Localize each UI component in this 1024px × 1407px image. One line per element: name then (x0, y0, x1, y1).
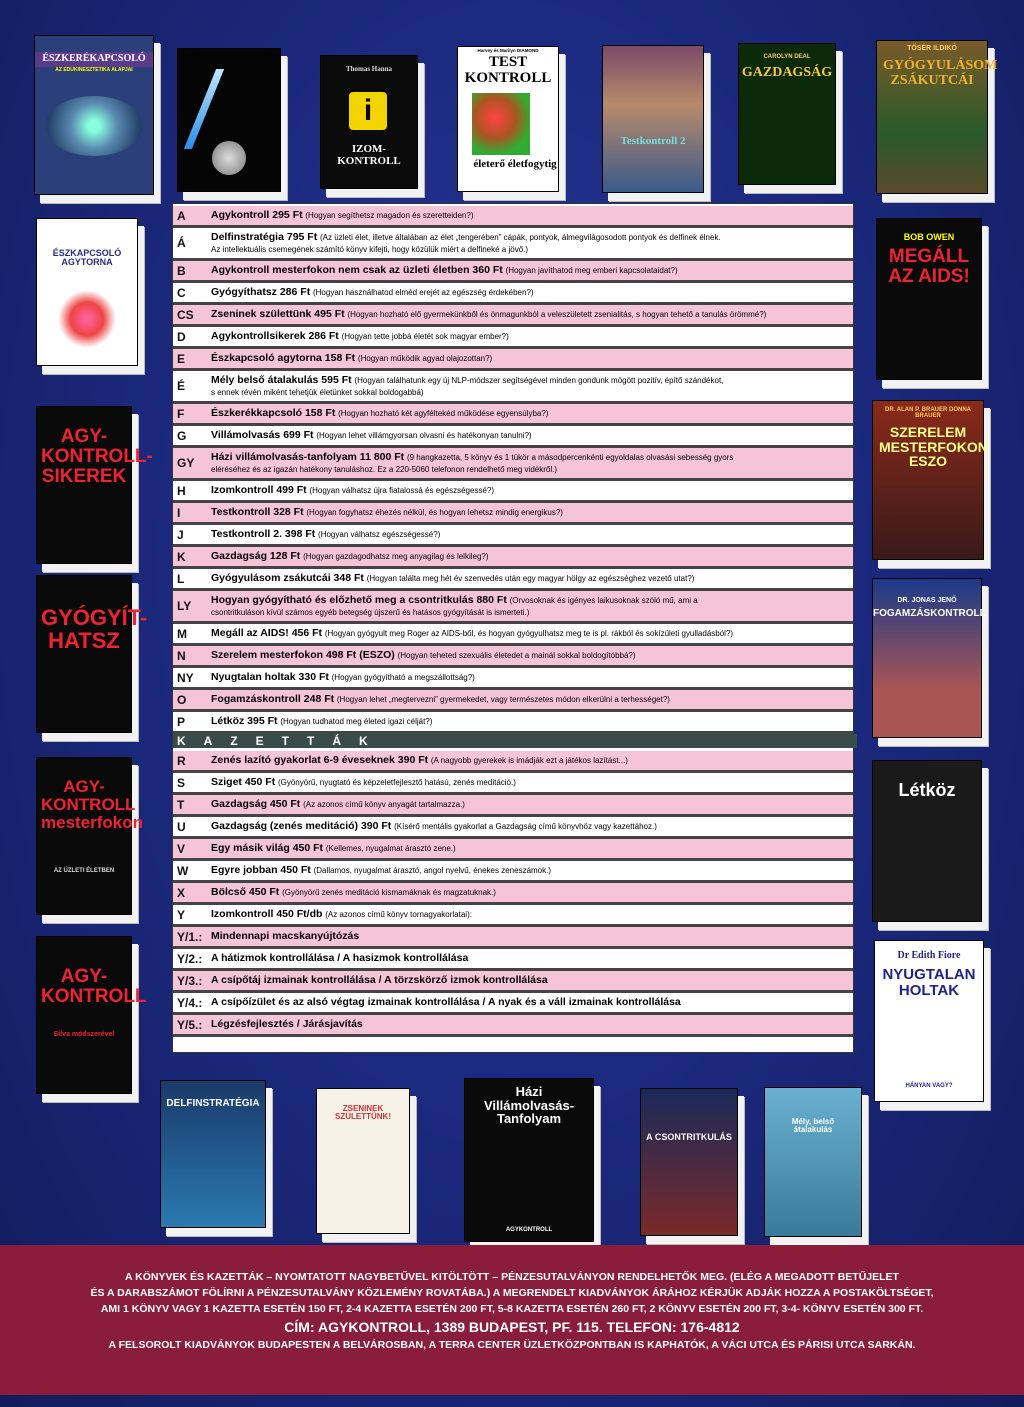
book-title: Házi Villámolvasás-Tanfolyam (483, 1084, 575, 1127)
book-subtitle: HÁNYAN VAGY? (905, 1083, 953, 1089)
item-title: Gyógyíthatsz 286 Ft (211, 286, 311, 298)
book-title: DELFINSTRATÉGIA (166, 1098, 260, 1109)
item-letter: LY (177, 599, 192, 613)
item-title: Észkerékkapcsoló 158 Ft (211, 407, 336, 419)
item-title: Zenés lazító gyakorlat 6-9 éveseknek 390 Ft (211, 754, 429, 766)
i-logo-icon: i (349, 92, 387, 130)
item-description (211, 209, 474, 222)
book-row (173, 525, 853, 544)
item-letter: M (177, 626, 187, 641)
item-title: Egyre jobban 450 Ft (211, 864, 311, 876)
book-row (173, 712, 853, 731)
book-title: ZSENINEK SZÜLETTÜNK! (335, 1104, 391, 1122)
item-description (211, 715, 432, 728)
item-title: Agykontroll mesterfokon nem csak az üzleti életben 360 Ft (211, 264, 503, 276)
item-title: Nyugtalan holtak 330 Ft (211, 671, 329, 683)
item-description (211, 594, 698, 619)
item-description (211, 308, 766, 321)
item-note: (Hogyan hozható elő gyermekünkből és önmagunkból a veleszületett zsenialitás, s hogyan tehető a tanulás örömmé?) (347, 310, 767, 319)
item-description (211, 572, 694, 585)
book-row (173, 349, 853, 368)
book-row (173, 283, 853, 302)
item-note: (Hogyan lehet „megtervezni” gyermekedet, vagy természetes módon elkerülni a terhességet?) (336, 695, 670, 704)
item-note: (Az azonos című könyv anyagát tartalmazza.) (303, 800, 465, 809)
item-title: Zseninek születtünk 495 Ft (211, 308, 345, 320)
order-info-line-4: A FELSOROLT KIADVÁNYOK BUDAPESTEN A BELVÁROSBAN, A TERRA CENTER ÜZLETKÖZPONTBAN IS KAPHATÓK, A VÁCI UTCA ÉS PÁRISI UTCA SARKÁN. (108, 1339, 916, 1351)
book-row (173, 624, 853, 643)
cassette-row (173, 839, 853, 858)
book-row (173, 690, 853, 709)
cassette-row (173, 993, 853, 1012)
item-letter: K (177, 549, 186, 564)
item-note: (Hogyan gyógyult meg Roger az AIDS-ből, és hogyan gyógyulhatsz meg te is pl. rákból és sokízületi gyulladásból?) (324, 629, 734, 638)
item-title: Egy másik világ 450 Ft (211, 842, 324, 854)
book-cover-agykontroll-silva (36, 936, 147, 1094)
item-note: (Hogyan válhatsz újra fiatalossá és egészségessé?) (309, 486, 495, 495)
item-description (211, 864, 551, 877)
item-description (211, 484, 494, 497)
item-note: (Hogyan válhatsz egészségessé?) (318, 530, 441, 539)
item-description (211, 974, 548, 987)
book-cover-izomkontroll (320, 55, 418, 189)
item-letter: Y (177, 907, 186, 922)
item-note: (Hogyan tette jobbá életét sok magyar ember?) (341, 332, 509, 341)
item-letter: I (177, 505, 181, 520)
book-title: AGY-KONTROLL (41, 966, 147, 1007)
item-description (211, 820, 657, 833)
item-letter: Y/3.: (177, 973, 203, 988)
item-description (211, 798, 465, 811)
book-cover-agykontroll-mesterfokon (36, 757, 144, 915)
item-description (211, 952, 468, 965)
book-cover-eszkerekapcsolo (34, 35, 154, 195)
book-cover-agykontroll-sikerek (36, 406, 153, 564)
item-letter: G (177, 428, 187, 443)
item-letter: J (177, 527, 184, 542)
book-title: ÉSZKAPCSOLÓ AGYTORNA (52, 248, 122, 268)
item-note-continued: s ennek révén miként tehetjük életünket sokkal boldogabbá) (211, 387, 424, 397)
item-note: (Hogyan használhatod elméd erejét az egészség érdekében?) (312, 288, 534, 297)
item-title: Delfinstratégia 795 Ft (211, 230, 318, 243)
item-description (211, 886, 496, 899)
book-title: Testkontroll 2 (620, 135, 686, 147)
item-title: Gazdagság (zenés meditáció) 390 Ft (211, 820, 392, 832)
book-cover-szerelem-mesterfokon (872, 400, 988, 560)
item-note: (Orvosoknak és igényes laikusoknak szóló mű, ami a (509, 595, 698, 605)
item-letter: CS (177, 307, 194, 322)
book-author: Harvey és Marilyn DIAMOND (477, 48, 539, 53)
book-row (173, 305, 853, 324)
cassette-row (173, 817, 853, 836)
item-description (211, 231, 721, 256)
item-letter: H (177, 483, 186, 498)
book-cover-nyugtalan-holtak (874, 940, 984, 1102)
book-author: DR. JONAS JENŐ (897, 597, 957, 604)
item-title: Hogyan gyógyítható és előzhető meg a csontritkulás 880 Ft (211, 593, 507, 606)
item-letter: X (177, 885, 186, 900)
cassette-row (173, 905, 853, 924)
book-row (173, 668, 853, 687)
item-title: Fogamzáskontroll 248 Ft (211, 693, 335, 705)
book-title: GYÓGYULÁSOM ZSÁKUTCÁI (883, 58, 998, 88)
item-description (211, 776, 516, 789)
item-note: (Hogyan segíthetsz magadon és szeretteiden?) (305, 211, 474, 220)
book-title: IZOM-KONTROLL (337, 143, 401, 167)
book-cover-mely-belso-atalakulas (764, 1087, 862, 1237)
cassette-row (173, 1015, 853, 1034)
item-letter: L (177, 571, 185, 586)
book-title: NYUGTALAN HOLTAK (882, 966, 976, 999)
book-row (173, 404, 853, 423)
item-title: Gazdagság 128 Ft (211, 550, 301, 562)
book-cover-gyogyithatsz (36, 575, 148, 733)
item-description (211, 550, 489, 563)
book-author: DR. ALAN P. BRAUER DONNA BRAUER (884, 407, 971, 420)
book-title: ÉSZKERÉKAPCSOLÓ (35, 52, 153, 67)
item-title: Izomkontroll 450 Ft/db (211, 908, 323, 920)
book-cover-zseninek-szulettunk (316, 1088, 410, 1234)
item-note: (Hogyan találta meg hét év szenvedés után egy magyar hölgy az egészséghez vezető utat?) (366, 574, 695, 583)
item-description (211, 352, 492, 365)
book-cover-delfinstrategia (160, 1080, 266, 1228)
item-letter: NY (177, 670, 194, 685)
item-note: (Gyönyörű zenés meditáció kismamáknak és magzatuknak.) (282, 888, 496, 897)
item-letter: Y/1.: (177, 929, 203, 944)
item-note-continued: eléréséhez és az igazán hatékony tanuláshoz. Ez a 220-5060 telefonon rendelhető meg vidékről.) (211, 464, 558, 474)
item-note: (Hogyan lehet villámgyorsan olvasni és hatékonyan tanulni?) (316, 431, 532, 440)
cassette-row (173, 795, 853, 814)
item-letter: U (177, 819, 186, 834)
item-letter: É (177, 379, 186, 393)
book-author: TŐSÉR ILDIKÓ (907, 45, 957, 52)
book-title: SZERELEM MESTERFOKON ESZO (879, 424, 988, 470)
item-description (211, 407, 548, 420)
item-description (211, 996, 681, 1009)
book-subtitle: életerő életfogytig (473, 158, 557, 170)
price-list (172, 203, 854, 1053)
book-cover-hazi-villamolvasas (464, 1078, 594, 1242)
cassette-row (173, 927, 853, 946)
figure-image (59, 289, 115, 349)
item-title: Bölcső 450 Ft (211, 886, 280, 898)
globe-icon (212, 141, 246, 175)
item-description (211, 754, 628, 767)
item-title: Gazdagság 450 Ft (211, 798, 301, 810)
book-title: AGY-KONTROLL mesterfokon (41, 777, 144, 832)
item-note: (Hogyan hozható két agyféltekéd működése egyensúlyba?) (338, 409, 549, 418)
item-letter: P (177, 714, 186, 729)
item-note: (A nagyobb gyerekek is imádják ezt a játékos lazítást...) (430, 756, 628, 765)
item-letter: Á (177, 236, 186, 250)
item-description (211, 1018, 363, 1031)
item-description (211, 908, 472, 921)
book-title: MEGÁLL AZ AIDS! (888, 246, 970, 287)
book-author: CAROLYN DEAL (763, 54, 811, 60)
item-description (211, 330, 509, 343)
item-description (211, 627, 733, 640)
item-description (211, 374, 723, 399)
item-title: Házi villámolvasás-tanfolyam 11 800 Ft (211, 450, 405, 463)
book-row (173, 481, 853, 500)
item-title: Villámolvasás 699 Ft (211, 429, 314, 441)
order-info-footer (0, 1245, 1024, 1395)
book-title: A CSONTRITKULÁS (646, 1132, 732, 1142)
book-cover-csontritkulas (640, 1088, 738, 1236)
item-title: Izomkontroll 499 Ft (211, 484, 307, 496)
book-title: GAZDAGSÁG (741, 65, 833, 80)
item-title: Testkontroll 328 Ft (211, 506, 304, 518)
book-cover-gyogyulasom (876, 40, 998, 194)
item-title: A hátizmok kontrollálása / A hasizmok kontrollálása (211, 952, 469, 964)
item-title: Mély belső átalakulás 595 Ft (211, 373, 352, 386)
item-title: Sziget 450 Ft (211, 776, 276, 788)
item-note: (Hogyan tudhatod meg életed igazi célját?) (280, 717, 433, 726)
book-cover-testkontroll (457, 46, 559, 192)
book-title: TEST KONTROLL (464, 54, 552, 86)
book-title: GYÓGYÍT-HATSZ (41, 605, 148, 654)
item-note: (Kellemes, nyugalmat árasztó zene.) (325, 844, 456, 853)
item-note: (Kísérő mentális gyakorlat a Gazdagság című könyvhöz vagy kazettához.) (394, 822, 657, 831)
item-note: (Dallamos, nyugalmat árasztó, angol nyelvű, énekes zeneszámok.) (313, 866, 552, 875)
item-description (211, 671, 475, 684)
item-letter: A (177, 208, 186, 223)
item-note: (Hogyan fogyhatsz éhezés nélkül, és hogyan lehetsz mindig energikus?) (306, 508, 563, 517)
book-row (173, 371, 853, 401)
item-letter: S (177, 775, 186, 790)
item-title: Légzésfejlesztés / Járásjavítás (211, 1018, 363, 1030)
item-letter: E (177, 351, 186, 366)
item-note: (Hogyan teheted szexuális életedet a mainál sokkal boldogítóbbá?) (397, 651, 636, 660)
cassette-row (173, 883, 853, 902)
item-letter: O (177, 692, 187, 707)
item-letter: Y/4.: (177, 995, 203, 1010)
item-note: (Hogyan gyógyítható a megszállottság?) (331, 673, 475, 682)
book-cover-testkontroll-2 (602, 45, 704, 193)
item-title: A csípőtáj izmainak kontrollálása / A törzskörző izmok kontrollálása (211, 974, 548, 986)
item-description (211, 451, 733, 476)
item-title: Gyógyulásom zsákutcái 348 Ft (211, 572, 364, 584)
item-letter: Y/5.: (177, 1017, 203, 1032)
item-letter: Y/2.: (177, 951, 203, 966)
book-row (173, 547, 853, 566)
item-title: Létköz 395 Ft (211, 715, 278, 727)
item-note: (Az azonos című könyv tornagyakorlatai): (325, 910, 472, 919)
item-description (211, 286, 534, 299)
book-row (173, 261, 853, 280)
item-letter: T (177, 797, 185, 812)
item-title: Szerelem mesterfokon 498 Ft (ESZO) (211, 649, 395, 661)
book-subtitle: AZ EDUKINESZTETIKA ALAPJAI (55, 67, 133, 73)
order-info-line-2: ÉS A DARABSZÁMOT FÖLÍRNI A PÉNZESUTALVÁNY KÖZLEMÉNY ROVATÁBA.) A MEGRENDELT KIADVÁNYOK ÁRÁHOZ KÉRJÜK ADJÁK HOZZA A POSTAKÖLTSÉGET, (90, 1287, 934, 1299)
cassette-row (173, 861, 853, 880)
item-note: (Az üzleti élet, illetve általában az élet „tengerében” cápák, pontyok, álmegvilágosodott pontyok és delfinek élnek. (319, 232, 721, 242)
item-letter: W (177, 863, 189, 878)
item-description (211, 930, 359, 943)
book-row (173, 569, 853, 588)
lightning-icon (184, 69, 224, 149)
book-cover-lightning (177, 48, 281, 192)
book-author: Thomas Hanna (345, 65, 393, 73)
book-row (173, 503, 853, 522)
cassette-row (173, 971, 853, 990)
order-info-line-1: A KÖNYVEK ÉS KAZETTÁK – NYOMTATOTT NAGYBETŰVEL KITÖLTÖTT – PÉNZESUTALVÁNYON RENDELHETŐK MEG. (ELÉG A MEGADOTT BETŰJELET (125, 1271, 899, 1283)
cassette-row (173, 773, 853, 792)
item-note: (9 hangkazetta, 5 könyv és 1 tükör a másodpercenkénti egyoldalas olvasási sebesség gyors (406, 452, 734, 462)
cassette-row (173, 751, 853, 770)
book-title: Létköz (898, 780, 956, 800)
item-title: Észkapcsoló agytorna 158 Ft (211, 352, 356, 364)
book-author: BOB OWEN (903, 232, 955, 242)
item-note: (Hogyan találhatunk egy új NLP-módszer segítségével minden gondunk mögött pozitív, építő szándékot, (354, 375, 724, 385)
book-row (173, 426, 853, 445)
item-note: (Hogyan működik agyad olajozottan?) (357, 354, 493, 363)
item-title: Agykontrollsikerek 286 Ft (211, 330, 339, 342)
item-letter: D (177, 329, 186, 344)
book-cover-fogamzaskontroll (872, 578, 986, 738)
item-note: (Hogyan javíthatod meg emberi kapcsolataidat?) (505, 266, 678, 275)
eye-image (45, 96, 143, 156)
book-title: AGY-KONTROLL-SIKEREK (41, 426, 153, 487)
book-row (173, 327, 853, 346)
fruit-image (472, 93, 530, 155)
item-letter: R (177, 753, 186, 768)
item-letter: B (177, 263, 186, 278)
item-description (211, 528, 440, 541)
item-note-continued: csontritkuláson kívül számos egyéb betegség újszerű és hatásos gyógyítását is ismerteti.) (211, 607, 530, 617)
book-row (173, 228, 853, 258)
row-divider (173, 1034, 853, 1037)
cassette-row (173, 949, 853, 968)
book-title: Mély, belső átalakulás (791, 1117, 835, 1135)
item-letter: N (177, 648, 186, 663)
item-letter: V (177, 841, 186, 856)
item-description (211, 649, 636, 662)
book-row (173, 448, 853, 478)
item-title: Megáll az AIDS! 456 Ft (211, 627, 323, 639)
book-cover-gazdagsag (738, 43, 836, 185)
item-letter: C (177, 285, 186, 300)
order-info-line-3: AMI 1 KÖNYV VAGY 1 KAZETTA ESETÉN 150 FT, 2-4 KAZETTA ESETÉN 200 FT, 5-8 KAZETTA ESETÉN 260 FT, 2 KÖNYV ESETÉN 200 FT, 3-4- KÖNYV ESETÉN 300 FT. (100, 1303, 924, 1315)
item-description (211, 506, 563, 519)
item-note-continued: Az intellektuális csemegének számító könyv kifejti, hogy közülük miért a delfineké a jövő.) (211, 244, 529, 254)
book-subtitle: Silva módszerével (53, 1031, 115, 1038)
item-title: Agykontroll 295 Ft (211, 209, 303, 221)
item-description (211, 264, 678, 277)
book-subtitle: AZ ÜZLETI ÉLETBEN (53, 868, 115, 874)
book-subtitle: AGYKONTROLL (505, 1227, 553, 1233)
item-description (211, 842, 456, 855)
item-letter: GY (177, 456, 195, 470)
book-cover-eszkapcsolo-agytorna (36, 218, 138, 366)
book-cover-megall-az-aids (876, 218, 982, 380)
item-note: (Hogyan gazdagodhatsz meg anyagilag és lelkileg?) (303, 552, 489, 561)
book-cover-letkoz (872, 760, 982, 922)
cassettes-header: KAZETTÁK (173, 734, 857, 748)
item-note: (Gyönyörű, nyugtató és képzeletfejlesztő hatású, zenés meditáció.) (277, 778, 516, 787)
item-description (211, 693, 670, 706)
item-letter: F (177, 406, 185, 421)
book-author: Dr Edith Fiore (897, 950, 961, 961)
book-row (173, 206, 853, 225)
item-description (211, 429, 532, 442)
book-title: FOGAMZÁSKONTROLL (873, 608, 986, 619)
book-row (173, 591, 853, 621)
item-title: A csípőízület és az alsó végtag izmainak kontrollálása / A nyak és a váll izmainak kontrollálása (211, 996, 681, 1008)
item-title: Testkontroll 2. 398 Ft (211, 528, 316, 540)
item-title: Mindennapi macskanyújtózás (211, 930, 360, 942)
book-row (173, 646, 853, 665)
address-line: CÍM: AGYKONTROLL, 1389 BUDAPEST, PF. 115. TELEFON: 176-4812 (284, 1319, 740, 1335)
